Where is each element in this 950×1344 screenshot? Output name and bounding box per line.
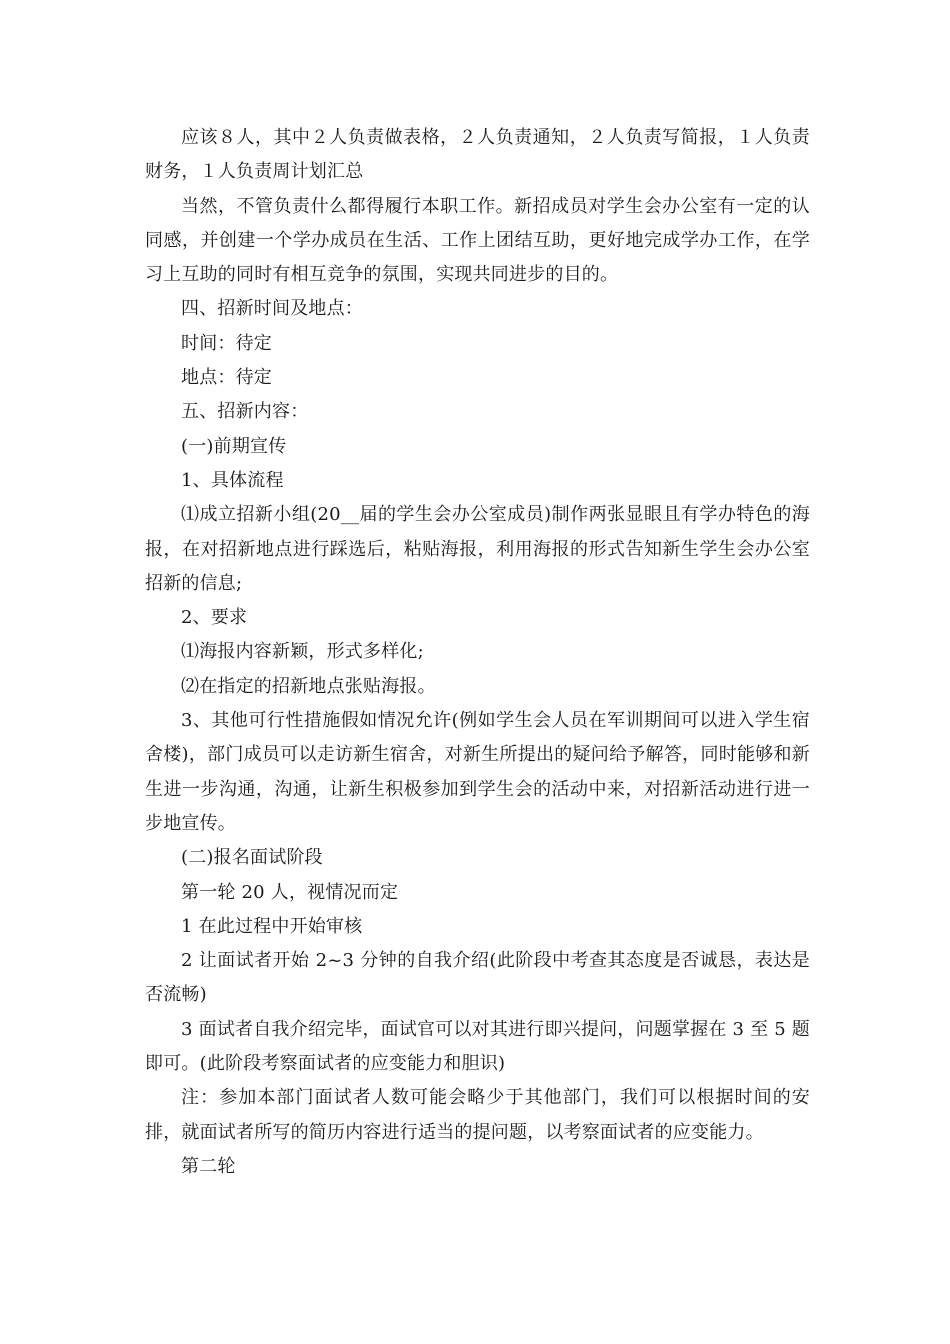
paragraph: 当然，不管负责什么都得履行本职工作。新招成员对学生会办公室有一定的认同感，并创建一个学办成员在生活、工作上团结互助，更好地完成学办工作，在学习上互助的同时有相互竞争的氛围，实现共同进步的目的。	[145, 195, 810, 286]
document-body	[145, 121, 810, 1184]
paragraph: 2 让面试者开始 2~3 分钟的自我介绍(此阶段中考查其态度是否诚恳，表达是否流畅)	[145, 950, 810, 1006]
paragraph: 时间：待定	[181, 332, 272, 354]
paragraph: (二)报名面试阶段	[181, 847, 323, 869]
paragraph: ⑵在指定的招新地点张贴海报。	[181, 675, 436, 697]
paragraph: 2、要求	[181, 607, 248, 629]
paragraph: 1、具体流程	[181, 469, 284, 491]
paragraph: 应该８人，其中２人负责做表格，２人负责通知，２人负责写简报，１人负责财务，１人负责周计划汇总	[145, 127, 810, 183]
paragraph: 3 面试者自我介绍完毕，面试官可以对其进行即兴提问，问题掌握在 3 至 5 题即可。(此阶段考察面试者的应变能力和胆识)	[145, 1018, 810, 1075]
paragraph: 1 在此过程中开始审核	[181, 915, 363, 937]
paragraph: 注：参加本部门面试者人数可能会略少于其他部门，我们可以根据时间的安排，就面试者所写的简历内容进行适当的提问题，以考察面试者的应变能力。	[145, 1087, 810, 1143]
paragraph: 3、其他可行性措施假如情况允许(例如学生会人员在军训期间可以进入学生宿舍楼)，部门成员可以走访新生宿舍，对新生所提出的疑问给予解答，同时能够和新生进一步沟通，沟通，让新生积极参加到学生会的活动中来，对招新活动进行进一步地宣传。	[145, 710, 810, 834]
paragraph: 第一轮 20 人，视情况而定	[181, 881, 399, 903]
paragraph: ⑴海报内容新颖，形式多样化;	[181, 641, 424, 663]
paragraph: 四、招新时间及地点：	[181, 298, 363, 320]
paragraph: 地点：待定	[181, 367, 272, 389]
paragraph: ⑴成立招新小组(20__届的学生会办公室成员)制作两张显眼且有学办特色的海报，在对招新地点进行踩选后，粘贴海报，利用海报的形式告知新生学生会办公室招新的信息;	[145, 504, 810, 594]
paragraph: 五、招新内容：	[181, 401, 309, 423]
paragraph: 第二轮	[181, 1155, 236, 1177]
paragraph: (一)前期宣传	[181, 435, 287, 457]
